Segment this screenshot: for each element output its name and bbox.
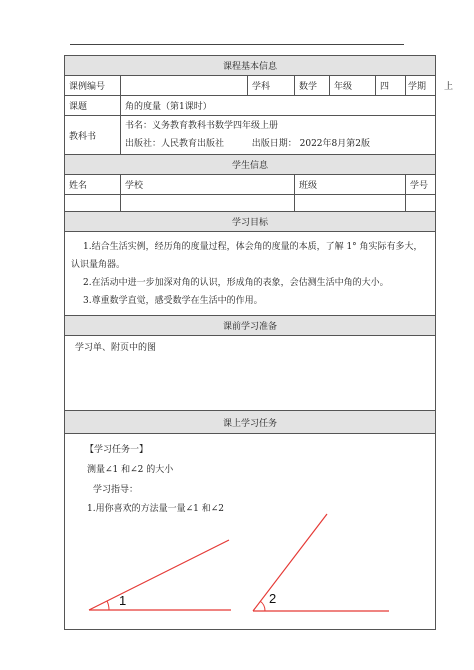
textbook-date: 出版日期： 2022年8月第2版 (251, 139, 370, 149)
textbook-info (121, 116, 436, 155)
textbook-label: 教科书 (65, 116, 121, 155)
grade-value-cell (376, 76, 406, 96)
section-title-course-info: 课程基本信息 (65, 56, 436, 76)
course-number-label: 课例编号 (65, 76, 121, 96)
topic-label: 课题 (65, 96, 121, 116)
term-value: 上 (444, 82, 454, 92)
student-col-class: 班级 (295, 175, 406, 195)
angle-2-ray-upper (253, 514, 327, 611)
topic-value: 角的度量（第1课时） (121, 96, 436, 116)
header-rule (70, 44, 404, 45)
goal-item-2: 2.在活动中进一步加深对角的认识，形成角的表象，会估测生活中角的大小。 (83, 278, 389, 288)
student-col-name: 姓名 (65, 175, 121, 195)
task1-step1: 1.用你喜欢的方法量一量∠1 和∠2 (87, 504, 224, 514)
textbook-title: 书名：义务教育教科书数学四年级上册 (125, 121, 279, 131)
task1-guide: 学习指导： (93, 485, 139, 495)
lesson-info-table (64, 55, 454, 630)
angle-1-label: 1 (119, 593, 127, 608)
angle-2-arc (260, 601, 265, 611)
angle-figures (65, 434, 407, 629)
goal-item-3: 3.尊重数学直觉，感受数学在生活中的作用。 (83, 296, 263, 306)
course-number-value (121, 76, 248, 96)
student-id-value (406, 195, 436, 212)
student-school-value (121, 195, 295, 212)
prep-content: 学习单、附页中的图 (65, 336, 436, 411)
grade-label: 年级 (330, 76, 376, 96)
term-cell (406, 76, 436, 96)
grade-value-text: 四 (380, 82, 390, 92)
goal-item-1: 1.结合生活实例，经历角的度量过程，体会角的度量的本质，了解 1° 角实际有多大，认识量角器。 (71, 242, 423, 270)
angle-1-figure (89, 540, 231, 610)
task1-description: 测量∠1 和∠2 的大小 (87, 465, 174, 475)
student-class-value (295, 195, 406, 212)
student-col-id: 学号 (406, 175, 436, 195)
section-title-student-info: 学生信息 (65, 155, 436, 175)
subject-value: 数学 (295, 76, 330, 96)
term-label: 学期 (408, 82, 427, 92)
textbook-publisher-line (125, 135, 431, 153)
section-title-goals: 学习目标 (65, 212, 436, 232)
subject-label: 学科 (248, 76, 295, 96)
section-title-prep: 课前学习准备 (65, 316, 436, 336)
angle-1-ray-upper (89, 540, 229, 610)
textbook-publisher: 出版社：人民教育出版社 (125, 139, 225, 149)
angle-2-label: 2 (269, 591, 277, 606)
angle-2-figure (253, 514, 389, 611)
goals-content (65, 232, 436, 316)
student-name-value (65, 195, 121, 212)
section-title-tasks: 课上学习任务 (65, 411, 436, 434)
task1-heading: 【学习任务一】 (85, 445, 149, 455)
student-col-school: 学校 (121, 175, 295, 195)
task-content (65, 434, 436, 630)
angle-1-arc (107, 601, 109, 610)
